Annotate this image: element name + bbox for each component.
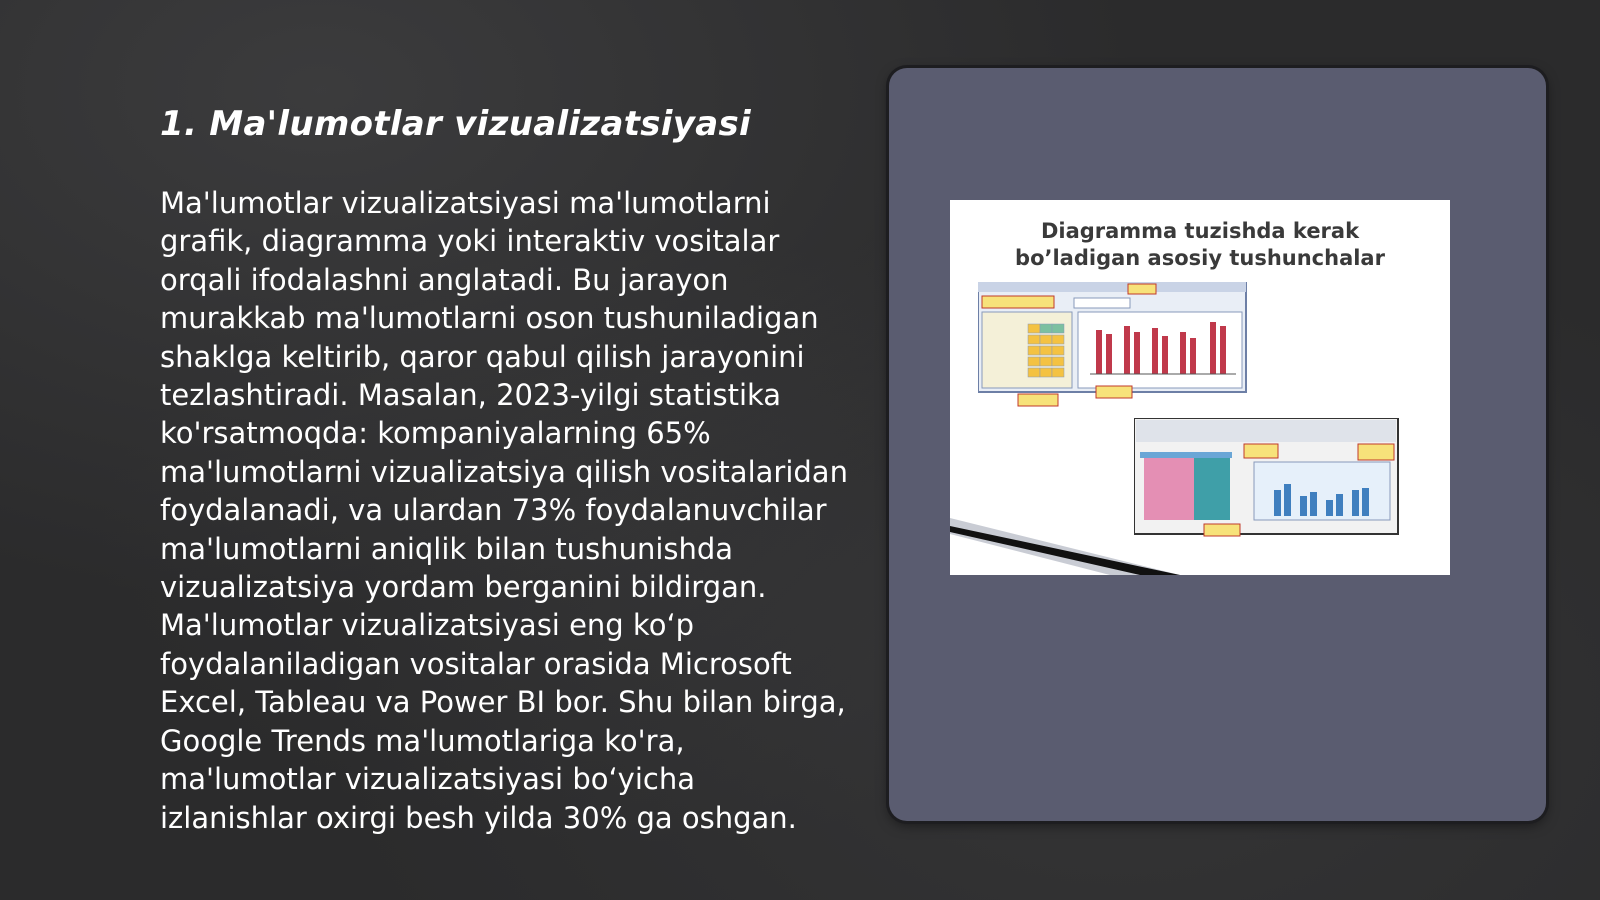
excel-screenshot-bar-chart — [978, 282, 1248, 412]
slide-body-text: Ma'lumotlar vizualizatsiyasi ma'lumotlarni grafik, diagramma yoki interaktiv vositalar orqali ifodalashni anglatadi. Bu jarayon murakkab ma'lumotlarni oson tushuniladigan shaklga keltirib, qaror qabul qilish jarayonini tezlashtiradi. Masalan, 2023-yilgi statistika ko'rsatmoqda: kompaniyalarning 65% ma'lumotlarni vizualizatsiya qilish vositalaridan foydalanadi, va ulardan 73% foydalanuvchilar ma'lumotlarni aniqlik bilan tushunishda vizualizatsiya yordam berganini bildirgan. Ma'lumotlar vizualizatsiyasi eng koʻp foydalaniladigan vositalar orasida Microsoft Excel, Tableau va Power BI bor. Shu bilan birga, Google Trends ma'lumotlariga ko'ra, ma'lumotlar vizualizatsiyasi boʻyicha izlanishlar oxirgi besh yilda 30% ga oshgan. — [160, 186, 848, 835]
figure-title — [950, 218, 1450, 272]
figure-title-line-2: bo’ladigan asosiy tushunchalar — [1015, 246, 1385, 270]
diagram-figure — [950, 200, 1450, 575]
slide-heading: 1. Ma'lumotlar vizualizatsiyasi — [160, 104, 751, 144]
decorative-diagonal-stroke — [950, 518, 1180, 575]
figure-title-line-1: Diagramma tuzishda kerak — [1040, 219, 1360, 243]
